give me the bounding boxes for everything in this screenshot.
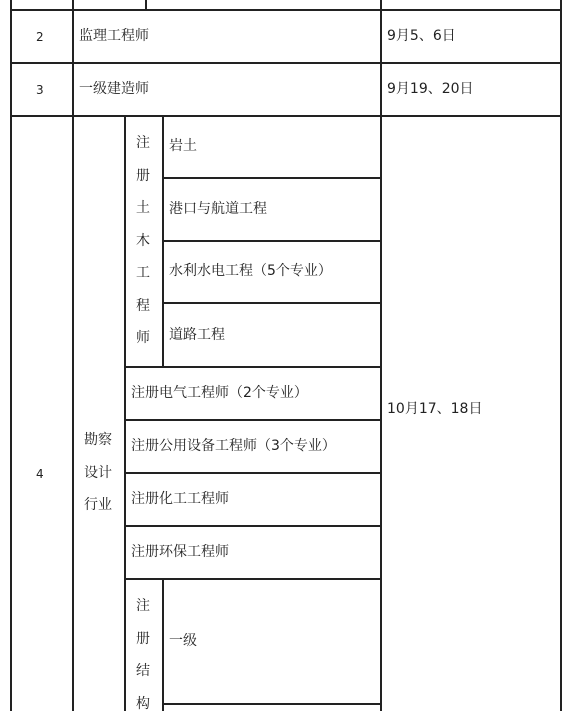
row-number: 4 xyxy=(36,465,44,483)
specialty-item: 注册公用设备工程师（3个专业） xyxy=(131,437,336,455)
group-char: 程 xyxy=(126,290,160,323)
group-char: 构 xyxy=(126,688,160,720)
grid-line xyxy=(72,0,74,711)
specialty-item: 道路工程 xyxy=(169,326,225,344)
category-line: 设计 xyxy=(76,457,120,490)
grid-line xyxy=(162,177,381,179)
specialty-item: 岩土 xyxy=(169,137,197,155)
group-char: 册 xyxy=(126,160,160,193)
group-char: 册 xyxy=(126,623,160,656)
group-char: 工 xyxy=(126,257,160,290)
category-line: 勘察 xyxy=(76,424,120,457)
grid-line xyxy=(124,525,381,527)
specialty-item: 港口与航道工程 xyxy=(169,200,267,218)
row-number: 3 xyxy=(36,81,44,99)
grid-line xyxy=(10,9,562,11)
grid-line xyxy=(162,302,381,304)
group-char: 注 xyxy=(126,590,160,623)
grid-line xyxy=(380,0,382,711)
grid-line xyxy=(145,0,147,10)
group-char: 师 xyxy=(126,322,160,355)
grid-line xyxy=(162,578,164,711)
specialty-item: 水利水电工程（5个专业） xyxy=(169,262,332,280)
grid-line xyxy=(10,115,562,117)
row-number: 2 xyxy=(36,28,44,46)
group-char: 木 xyxy=(126,225,160,258)
specialty-item: 一级 xyxy=(169,632,197,650)
specialty-item: 注册化工工程师 xyxy=(131,490,229,508)
grid-line xyxy=(162,703,381,705)
grid-line xyxy=(10,62,562,64)
exam-date: 9月19、20日 xyxy=(387,80,474,98)
group-char: 结 xyxy=(126,655,160,688)
exam-date: 9月5、6日 xyxy=(387,27,456,45)
exam-name: 监理工程师 xyxy=(79,27,149,45)
grid-line xyxy=(162,240,381,242)
specialty-item: 注册电气工程师（2个专业） xyxy=(131,384,308,402)
structural-engineer-group-label xyxy=(126,590,160,720)
civil-engineer-group-label xyxy=(126,127,160,355)
exam-name: 一级建造师 xyxy=(79,80,149,98)
grid-line xyxy=(560,0,562,711)
grid-line xyxy=(124,419,381,421)
grid-line xyxy=(124,472,381,474)
exam-date: 10月17、18日 xyxy=(387,400,482,418)
group-char: 土 xyxy=(126,192,160,225)
group-char: 注 xyxy=(126,127,160,160)
grid-line xyxy=(162,115,164,367)
category-line: 行业 xyxy=(76,489,120,522)
specialty-item: 注册环保工程师 xyxy=(131,543,229,561)
category-label xyxy=(76,424,120,522)
grid-line xyxy=(10,0,12,711)
